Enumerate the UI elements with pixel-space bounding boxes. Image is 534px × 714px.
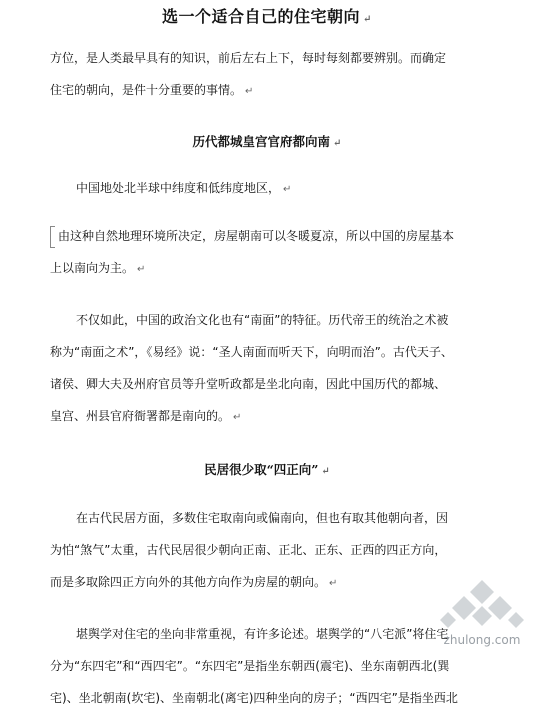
document-title: 选一个适合自己的住宅朝向 ↵ [162, 7, 372, 26]
paragraph-4-first [76, 502, 524, 534]
paragraph-1 [76, 172, 524, 204]
paragraph-4 [50, 534, 498, 598]
section-heading-1: 历代都城皇宫官府都向南 ↵ [192, 134, 342, 149]
text-line: 上以南向为主。 ↵ [50, 261, 146, 275]
text-line: 分为“东四宅”和“西四宅”。“东四宅”是指坐东朝西(震宅)、坐东南朝西北(巽 [50, 659, 450, 673]
text-line: 不仅如此，中国的政治文化也有“南面”的特征。历代帝王的统治之术被 [76, 313, 449, 327]
paragraph-mark: ↵ [363, 14, 372, 25]
text-cursor-marker [50, 226, 55, 248]
text-line: 宅)、坐北朝南(坎宅)、坐南朝北(离宅)四种坐向的房子；“西四宅”是指坐西北 [50, 691, 458, 705]
paragraph-mark: ↵ [329, 578, 338, 589]
paragraph-2-cont [50, 252, 498, 284]
text-line: 堪舆学对住宅的坐向非常重视，有许多论述。堪舆学的“八宅派”将住宅 [76, 627, 449, 641]
text-line: 称为“南面之术”，《易经》说：“圣人南面而听天下，向明而治”。古代天子、 [50, 345, 453, 359]
text-line: 诸侯、卿大夫及州府官员等升堂听政都是坐北向南，因此中国历代的都城、 [50, 377, 447, 391]
paragraph-5 [50, 650, 498, 714]
section-heading-2: 民居很少取“四正向” ↵ [204, 462, 330, 477]
watermark [434, 576, 530, 650]
paragraph-mark: ↵ [321, 466, 330, 477]
paragraph-mark: ↵ [283, 184, 292, 195]
paragraph-mark: ↵ [333, 138, 342, 149]
text-line: 中国地处北半球中纬度和低纬度地区， ↵ [76, 181, 292, 195]
paragraph-mark: ↵ [137, 264, 146, 275]
text-line: 方位，是人类最早具有的知识，前后左右上下，每时每刻都要辨别。而确定 [50, 51, 447, 65]
text-line: 为怕“煞气”太重，古代民居很少朝向正南、正北、正东、正西的四正方向， [50, 543, 447, 557]
watermark-text: zhulong.com [443, 633, 521, 647]
paragraph-2 [58, 220, 506, 252]
paragraph-3 [50, 336, 498, 432]
text-line: 住宅的朝向，是件十分重要的事情。 ↵ [50, 83, 254, 97]
intro-paragraph [50, 42, 498, 106]
text-line: 由这种自然地理环境所决定，房屋朝南可以冬暖夏凉，所以中国的房屋基本 [58, 229, 455, 243]
paragraph-mark: ↵ [233, 412, 242, 423]
paragraph-3-first [76, 304, 524, 336]
text-line: 而是多取除四正方向外的其他方向作为房屋的朝向。 ↵ [50, 575, 338, 589]
text-line: 皇宫、州县官府衙署都是南向的。 ↵ [50, 409, 242, 423]
text-line: 在古代民居方面，多数住宅取南向或偏南向，但也有取其他朝向者，因 [76, 511, 449, 525]
paragraph-mark: ↵ [245, 86, 254, 97]
roof-logo-icon [434, 576, 530, 650]
